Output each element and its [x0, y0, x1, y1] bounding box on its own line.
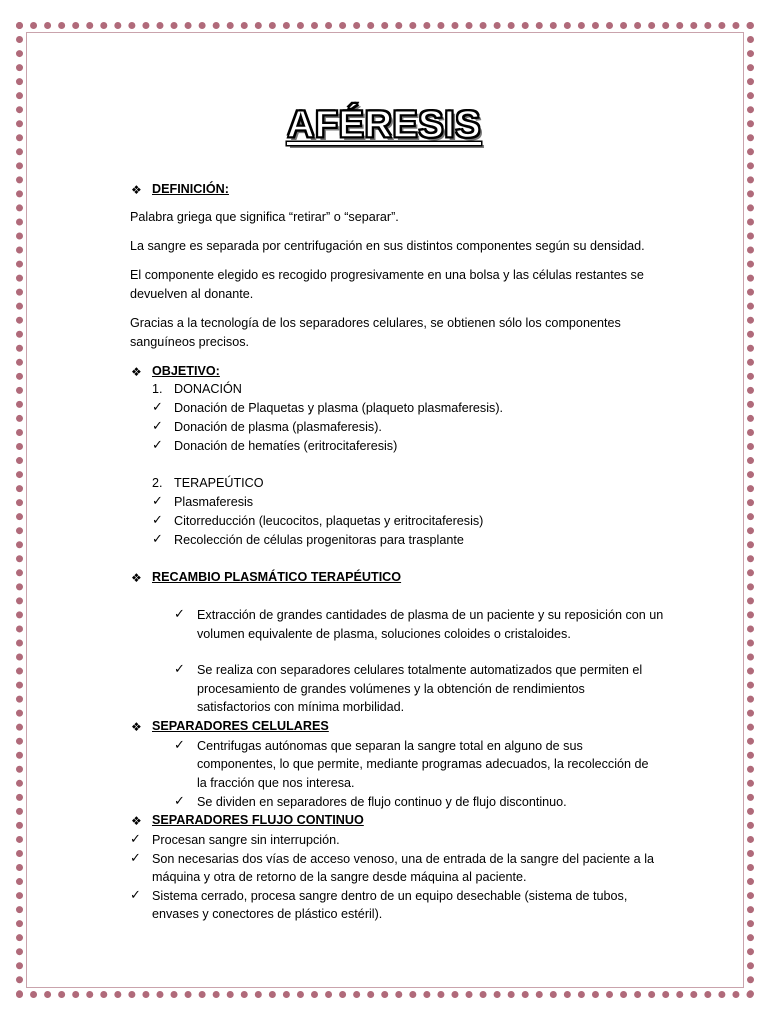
diamond-bullet-icon: ❖: [131, 720, 142, 734]
separadores-item-1-line-2: componentes, lo que permite, mediante programas adecuados, la recolección de: [197, 757, 649, 771]
heading-recambio: RECAMBIO PLASMÁTICO TERAPÉUTICO: [152, 570, 402, 584]
list-number: 1.: [152, 382, 163, 396]
definicion-paragraph-1: Palabra griega que significa “retirar” o “separar”.: [130, 210, 399, 224]
diamond-bullet-icon: ❖: [131, 814, 142, 828]
definicion-paragraph-4-line-2: sanguíneos precisos.: [130, 335, 250, 349]
list-item: Plasmaferesis: [174, 495, 254, 509]
flujo-item-2-line-2: máquina y otra de retorno de la sangre desde máquina al paciente.: [152, 870, 527, 884]
check-icon: ✓: [152, 437, 163, 452]
recambio-item-1-line-2: volumen equivalente de plasma, soluciones coloides o cristaloides.: [197, 627, 571, 641]
check-icon: ✓: [130, 831, 141, 846]
separadores-item-1-line-3: la fracción que nos interesa.: [197, 776, 355, 790]
heading-definicion: DEFINICIÓN:: [152, 182, 229, 196]
definicion-paragraph-4-line-1: Gracias a la tecnología de los separadores celulares, se obtienen sólo los componentes: [130, 316, 621, 330]
separadores-item-2: Se dividen en separadores de flujo continuo y de flujo discontinuo.: [197, 795, 567, 809]
check-icon: ✓: [152, 399, 163, 414]
heading-flujo-continuo: SEPARADORES FLUJO CONTINUO: [152, 813, 364, 827]
list-item: Donación de Plaquetas y plasma (plaqueto plasmaferesis).: [174, 401, 504, 415]
page-title: AFÉRESIS: [286, 104, 482, 146]
subheading-terapeutico: TERAPEÚTICO: [174, 476, 264, 490]
check-icon: ✓: [152, 418, 163, 433]
subheading-donacion: DONACIÓN: [174, 382, 242, 396]
diamond-bullet-icon: ❖: [131, 183, 142, 197]
check-icon: ✓: [152, 493, 163, 508]
diamond-bullet-icon: ❖: [131, 571, 142, 585]
check-icon: ✓: [174, 606, 185, 621]
check-icon: ✓: [174, 793, 185, 808]
check-icon: ✓: [130, 887, 141, 902]
heading-separadores-celulares: SEPARADORES CELULARES: [152, 719, 329, 733]
check-icon: ✓: [130, 850, 141, 865]
recambio-item-2-line-2: procesamiento de grandes volúmenes y la obtención de rendimientos: [197, 682, 585, 696]
check-icon: ✓: [152, 531, 163, 546]
list-item: Donación de hematíes (eritrocitaferesis): [174, 439, 398, 453]
definicion-paragraph-2: La sangre es separada por centrifugación en sus distintos componentes según su densidad.: [130, 239, 645, 253]
definicion-paragraph-3-line-1: El componente elegido es recogido progresivamente en una bolsa y las células restantes se: [130, 268, 644, 282]
check-icon: ✓: [152, 512, 163, 527]
check-icon: ✓: [174, 661, 185, 676]
flujo-item-3-line-2: envases y conectores de plástico estéril).: [152, 907, 383, 921]
separadores-item-1-line-1: Centrifugas autónomas que separan la sangre total en alguno de sus: [197, 739, 583, 753]
check-icon: ✓: [174, 737, 185, 752]
flujo-item-3-line-1: Sistema cerrado, procesa sangre dentro de un equipo desechable (sistema de tubos,: [152, 889, 628, 903]
recambio-item-2-line-3: satisfactorios con mínima morbilidad.: [197, 700, 405, 714]
list-item: Donación de plasma (plasmaferesis).: [174, 420, 382, 434]
recambio-item-2-line-1: Se realiza con separadores celulares totalmente automatizados que permiten el: [197, 663, 643, 677]
list-item: Citorreducción (leucocitos, plaquetas y eritrocitaferesis): [174, 514, 484, 528]
flujo-item-1: Procesan sangre sin interrupción.: [152, 833, 340, 847]
list-item: Recolección de células progenitoras para trasplante: [174, 533, 464, 547]
diamond-bullet-icon: ❖: [131, 365, 142, 379]
flujo-item-2-line-1: Son necesarias dos vías de acceso venoso, una de entrada de la sangre del paciente a la: [152, 852, 654, 866]
recambio-item-1-line-1: Extracción de grandes cantidades de plasma de un paciente y su reposición con un: [197, 608, 664, 622]
heading-objetivo: OBJETIVO:: [152, 364, 220, 378]
list-number: 2.: [152, 476, 163, 490]
definicion-paragraph-3-line-2: devuelven al donante.: [130, 287, 254, 301]
